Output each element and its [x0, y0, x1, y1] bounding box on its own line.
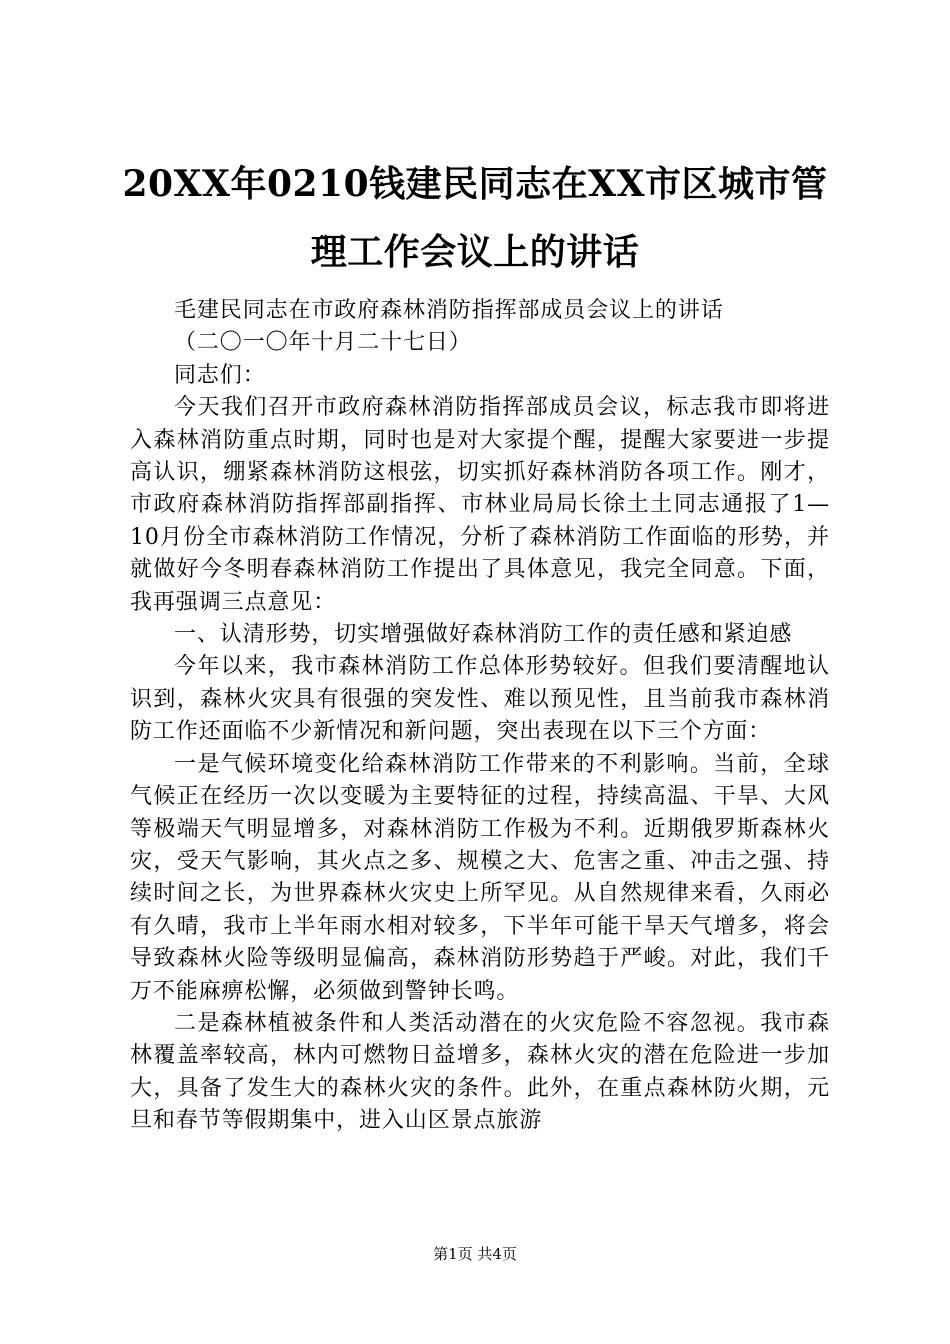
- paragraph-intro: 今天我们召开市政府森林消防指挥部成员会议，标志我市即将进入森林消防重点时期，同时也是对大家提个醒，提醒大家要进一步提高认识，绷紧森林消防这根弦，切实抓好森林消防各项工作。刚才，市政府森林消防指挥部副指挥、市林业局局长徐土土同志通报了1—10月份全市森林消防工作情况，分析了森林消防工作面临的形势，并就做好今冬明春森林消防工作提出了具体意见，我完全同意。下面，我再强调三点意见：: [130, 395, 830, 615]
- speech-heading: 毛建民同志在市政府森林消防指挥部成员会议上的讲话: [174, 298, 724, 323]
- speech-date: （二〇一〇年十月二十七日）: [174, 330, 472, 356]
- paragraph-point-2: 二是森林植被条件和人类活动潜在的火灾危险不容忽视。我市森林覆盖率较高，林内可燃物日益增多，森林火灾的潜在危险进一步加大，具备了发生大的森林火灾的条件。此外，在重点森林防火期，元旦和春节等假期集中，进入山区景点旅游: [130, 1010, 830, 1134]
- paragraph-situation: 今年以来，我市森林消防工作总体形势较好。但我们要清醒地认识到，森林火灾具有很强的突发性、难以预见性，且当前我市森林消防工作还面临不少新情况和新问题，突出表现在以下三个方面：: [130, 654, 830, 745]
- paragraph-point-1: 一是气候环境变化给森林消防工作带来的不利影响。当前，全球气候正在经历一次以变暖为主要特征的过程，持续高温、干旱、大风等极端天气明显增多，对森林消防工作极为不利。近期俄罗斯森林火灾，受天气影响，其火点之多、规模之大、危害之重、冲击之强、持续时间之长，为世界森林火灾史上所罕见。从自然规律来看，久雨必有久晴，我市上半年雨水相对较多，下半年可能干旱天气增多，将会导致森林火险等级明显偏高，森林消防形势趋于严峻。对此，我们千万不能麻痹松懈，必须做到警钟长鸣。: [130, 751, 830, 1004]
- document-title: 20XX年0210钱建民同志在XX市区城市管理工作会议上的讲话: [122, 163, 828, 273]
- salutation: 同志们：: [174, 362, 266, 388]
- page-number: 第1页 共4页: [433, 1245, 517, 1263]
- document-body: [130, 295, 830, 1138]
- section-heading-1: 一、认清形势，切实增强做好森林消防工作的责任感和紧迫感: [174, 622, 793, 648]
